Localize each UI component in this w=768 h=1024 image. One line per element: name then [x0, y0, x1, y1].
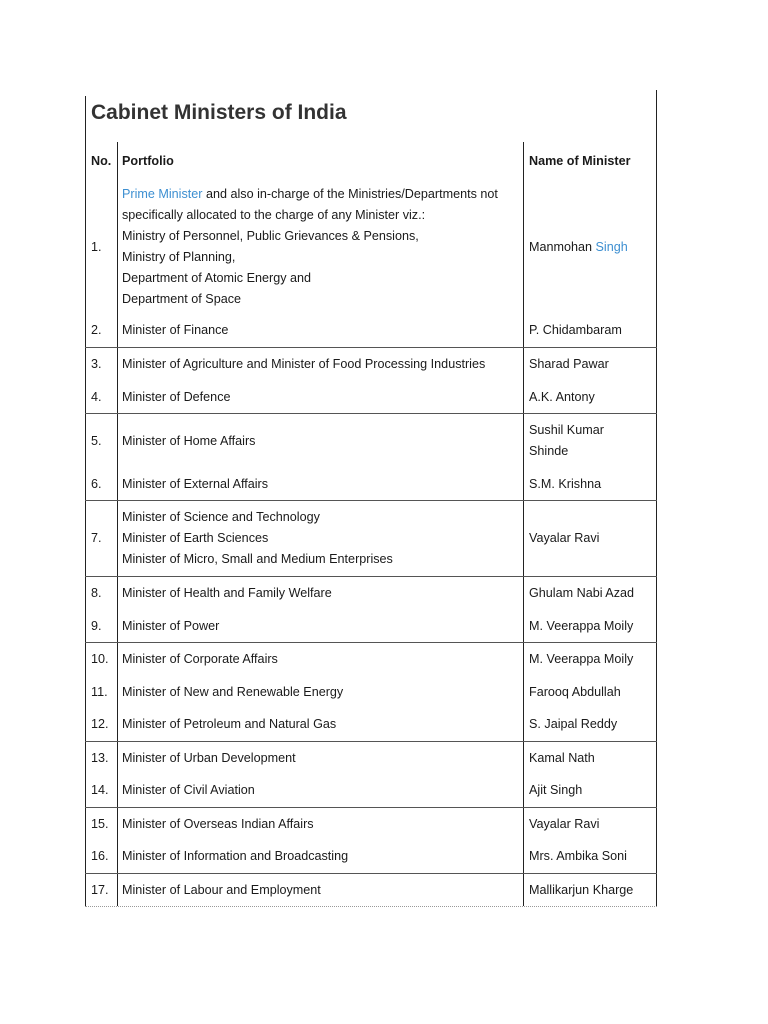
table-row	[85, 347, 657, 381]
row-portfolio: Minister of Corporate Affairs	[118, 643, 524, 676]
row-number: 16.	[85, 840, 118, 873]
row-minister: M. Veerappa Moily	[524, 643, 657, 676]
row-number: 6.	[85, 468, 118, 500]
row-minister: Sharad Pawar	[524, 348, 657, 381]
row-minister: Kamal Nath	[524, 742, 657, 774]
table-row	[85, 180, 657, 314]
table-row	[85, 774, 657, 807]
table-header-row	[85, 142, 657, 180]
frame-right-border	[656, 90, 657, 142]
portfolio-line: Ministry of Planning,	[122, 250, 236, 264]
table-row	[85, 576, 657, 610]
row-number: 9.	[85, 610, 118, 642]
row-portfolio: Minister of Overseas Indian Affairs	[118, 808, 524, 840]
portfolio-line: Ministry of Personnel, Public Grievances & Pensions,	[122, 229, 419, 243]
row-minister: Farooq Abdullah	[524, 676, 657, 708]
row-number: 13.	[85, 742, 118, 774]
portfolio-line: specifically allocated to the charge of any Minister viz.:	[122, 208, 426, 222]
row-portfolio	[118, 180, 524, 314]
row-minister: M. Veerappa Moily	[524, 610, 657, 642]
row-number: 15.	[85, 808, 118, 840]
singh-link[interactable]: Singh	[595, 239, 628, 254]
row-portfolio: Minister of Agriculture and Minister of Food Processing Industries	[118, 348, 524, 381]
row-minister: Mallikarjun Kharge	[524, 874, 657, 906]
portfolio-line: Department of Atomic Energy and	[122, 271, 312, 285]
frame-left-border	[85, 96, 86, 142]
row-number: 4.	[85, 381, 118, 413]
table-row	[85, 873, 657, 907]
row-portfolio: Minister of Petroleum and Natural Gas	[118, 708, 524, 741]
row-portfolio: Minister of New and Renewable Energy	[118, 676, 524, 708]
row-portfolio: Minister of Urban Development	[118, 742, 524, 774]
row-number: 14.	[85, 774, 118, 807]
table-row	[85, 381, 657, 413]
row-number: 12.	[85, 708, 118, 741]
row-portfolio: Minister of Science and Technology Minister of Earth Sciences Minister of Micro, Small and Medium Enterprises	[118, 501, 524, 576]
table-row	[85, 708, 657, 741]
page-title: Cabinet Ministers of India	[91, 101, 347, 124]
prime-minister-link[interactable]: Prime Minister	[122, 187, 203, 201]
table-row	[85, 610, 657, 642]
row-minister: Mrs. Ambika Soni	[524, 840, 657, 873]
table-row	[85, 468, 657, 500]
row-number: 10.	[85, 643, 118, 676]
table-row	[85, 741, 657, 774]
row-minister: S. Jaipal Reddy	[524, 708, 657, 741]
row-minister: P. Chidambaram	[524, 314, 657, 347]
ministers-table	[85, 142, 657, 907]
row-portfolio: Minister of Health and Family Welfare	[118, 577, 524, 610]
row-portfolio: Minister of Power	[118, 610, 524, 642]
row-minister: Vayalar Ravi	[524, 808, 657, 840]
portfolio-line: Department of Space	[122, 292, 242, 306]
row-minister: Ghulam Nabi Azad	[524, 577, 657, 610]
row-portfolio: Minister of Labour and Employment	[118, 874, 524, 906]
row-minister: S.M. Krishna	[524, 468, 657, 500]
row-minister: Sushil Kumar Shinde	[524, 414, 657, 468]
table-row	[85, 413, 657, 468]
header-portfolio: Portfolio	[118, 142, 524, 180]
row-number: 1.	[85, 180, 118, 314]
row-minister: Vayalar Ravi	[524, 501, 657, 576]
row-minister: Ajit Singh	[524, 774, 657, 807]
row-portfolio: Minister of Civil Aviation	[118, 774, 524, 807]
table-row	[85, 676, 657, 708]
row-number: 8.	[85, 577, 118, 610]
table-row	[85, 840, 657, 873]
table-row	[85, 314, 657, 347]
row-minister: Manmohan Singh	[524, 180, 657, 314]
row-number: 5.	[85, 414, 118, 468]
row-number: 7.	[85, 501, 118, 576]
row-portfolio: Minister of Information and Broadcasting	[118, 840, 524, 873]
row-number: 17.	[85, 874, 118, 906]
row-minister: A.K. Antony	[524, 381, 657, 413]
row-portfolio: Minister of External Affairs	[118, 468, 524, 500]
row-portfolio: Minister of Home Affairs	[118, 414, 524, 468]
row-number: 3.	[85, 348, 118, 381]
row-portfolio: Minister of Defence	[118, 381, 524, 413]
row-number: 2.	[85, 314, 118, 347]
portfolio-line: Prime Minister and also in-charge of the Ministries/Departments not	[122, 187, 498, 201]
header-minister: Name of Minister	[524, 142, 657, 180]
row-number: 11.	[85, 676, 118, 708]
table-row	[85, 642, 657, 676]
table-row	[85, 807, 657, 840]
row-portfolio: Minister of Finance	[118, 314, 524, 347]
header-no: No.	[85, 142, 118, 180]
table-row	[85, 500, 657, 576]
